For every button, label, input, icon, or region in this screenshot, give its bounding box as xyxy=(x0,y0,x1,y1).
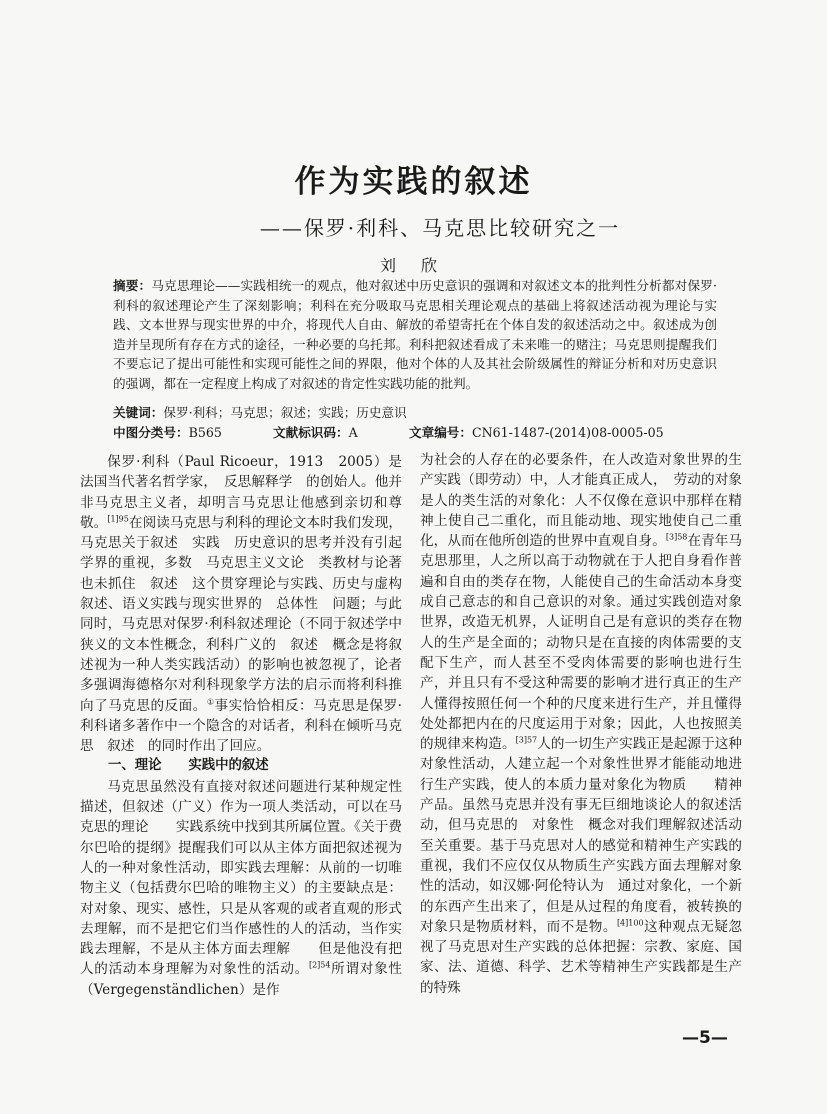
paragraph-text: 事实恰恰相反：马克思是保罗·利科诸多著作中一个隐含的对话者，利科在倾听马克思 叙述 的同时作出了回应。 xyxy=(80,697,403,755)
paragraph-text: 在青年马克思那里，人之所以高于动物就在于人把自身看作普遍和自由的类存在物，人能使自己的生命活动本身变成自己意志的和自己意识的对象。通过实践创造对象世界，改造无机界，人证明自己是有意识的类存在物 人的生产是全面的；动物只是在直接的肉体需要的支配下生产，而人甚至不受肉体需要的影响也进行生产，并且只有不受这种需要的影响才进行真正的生产 人懂得按照任何一个种的尺度来进行生产，并且懂得处处都把内在的尺度运用于对象；因此，人也按照美的规律来构造。 xyxy=(420,533,770,753)
body-paragraph xyxy=(80,452,402,756)
citation-ref: [2]54 xyxy=(308,960,331,970)
body-column-left xyxy=(80,452,402,1000)
author-name: 刘 欣 xyxy=(379,256,448,275)
doc-code-value: A xyxy=(348,425,358,440)
footnote-marker: ① xyxy=(206,697,215,707)
keywords-text: 保罗·利科；马克思；叙述；实践；历史意识 xyxy=(163,405,407,420)
doc-code-label: 文献标识码： xyxy=(273,425,349,440)
article-title: 作为实践的叙述 xyxy=(294,164,533,200)
page-number: —5— xyxy=(682,1028,728,1048)
citation-ref: [3]58 xyxy=(665,532,688,542)
body-column-right xyxy=(420,450,770,998)
keywords-label: 关键词： xyxy=(113,405,164,420)
abstract-label: 摘要： xyxy=(113,278,152,293)
keywords xyxy=(113,403,717,422)
paragraph-text: 这种观点无疑忽视了马克思对生产实践的总体把握：宗教、家庭、国家、法、道德、科学、艺术等精神生产实践都是生产的特殊 xyxy=(420,918,743,996)
section-heading: 一、理论 实践中的叙述 xyxy=(108,758,269,774)
abstract-text: 马克思理论——实践相统一的观点，他对叙述中历史意识的强调和对叙述文本的批判性分析都对保罗·利科的叙述理论产生了深刻影响；利科在充分吸取马克思相关理论观点的基础上将叙述活动视为理论与实践、文本世界与现实世界的中介，将现代人自由、解放的希望寄托在个体自发的叙述活动之中。叙述成为创造并呈现所有存在方式的途径，一种必要的乌托邦。利科把叙述看成了未来唯一的赌注；马克思则提醒我们不要忘记了提出可能性和实现可能性之间的界限，他对个体的人及其社会阶级属性的辩证分析和对历史意识的强调，都在一定程度上构成了对叙述的肯定性实践功能的批判。 xyxy=(113,278,717,391)
clc-label: 中图分类号： xyxy=(113,425,189,440)
clc-value: B565 xyxy=(188,425,222,440)
paragraph-text: 在阅读马克思与利科的理论文本时我们发现，马克思关于叙述 实践 历史意识的思考并没有引起学界的重视，多数 马克思主义文论 类教材与论著也未抓住 叙述 这个贯穿理论与实践、历史与虚构叙述、语义实践与现实世界的 总体性 问题；与此同时，马克思对保罗·利科叙述理论（不同于叙述学中狭义的文本性概念，利科广义的 叙述 概念是将叙述视为一种人类实践活动）的影响也被忽视了，论者多强调海德格尔对利科现象学方法的启示而将利科推向了马克思的反面。 xyxy=(80,514,403,714)
body-paragraph xyxy=(420,450,770,998)
paragraph-text: 保罗·利科（Paul Ricoeur，1913 2005）是法国当代著名哲学家， 反思解释学 的创始人。他并非马克思主义者，却明言马克思让他感到亲切和尊敬。 xyxy=(80,454,402,531)
paragraph-text: 马克思虽然没有直接对叙述问题进行某种规定性描述，但叙述（广义）作为一项人类活动，可以在马克思的理论 实践系统中找到其所属位置。《关于费尔巴哈的提纲》提醒我们可以从主体方面把叙述视为人的一种对象性活动，即实践去理解：从前的一切唯物主义（包括费尔巴哈的唯物主义）的主要缺点是：对对象、现实、感性，只是从客观的或者直观的形式去理解，而不是把它们当作感性的人的活动，当作实践去理解，不是从主体方面去理解 但是他没有把人的活动本身理解为对象性的活动。 xyxy=(80,778,402,978)
article-number-value: CN61-1487-(2014)08-0005-05 xyxy=(471,425,664,440)
abstract xyxy=(113,276,717,393)
body-paragraph xyxy=(80,777,402,1000)
article-subtitle: ——保罗·利科、马克思比较研究之一 xyxy=(259,216,621,240)
doc-code-item xyxy=(273,423,358,442)
citation-ref: [4]100 xyxy=(616,918,644,928)
article-number-label: 文章编号： xyxy=(409,425,472,440)
citation-ref: [1]95 xyxy=(107,514,129,524)
article-number-item xyxy=(409,423,664,442)
paragraph-text: 人的一切生产实践正是起源于这种对象性活动，人建立起一个对象性世界才能能动地进行生产实践，使人的本质力量对象化为物质 精神产品。虽然马克思并没有事无巨细地谈论人的叙述活动，但马克思的 对象性 概念对我们理解叙述活动至关重要。基于马克思对人的感觉和精神生产实践的重视，我们不应仅仅从物质生产实践方面去理解对象性的活动，如汉娜·阿伦特认为 通过对象化，一个新的东西产生出来了，但是从过程的角度看，被转换的对象只是物质材料，而不是物。 xyxy=(420,736,742,935)
citation-ref: [3]57 xyxy=(515,735,538,745)
paragraph-text: 为社会的人存在的必要条件，在人改造对象世界的生产实践（即劳动）中，人才能真正成人， 劳动的对象是人的类生活的对象化：人不仅像在意识中那样在精神上使自己二重化，而且能动地、现实地使自己二重化，从而在他所创造的世界中直观自身。 xyxy=(420,452,742,550)
paragraph-text: 所谓对象性（Vergegenständlichen）是作 xyxy=(80,961,403,998)
clc-item xyxy=(113,423,222,442)
